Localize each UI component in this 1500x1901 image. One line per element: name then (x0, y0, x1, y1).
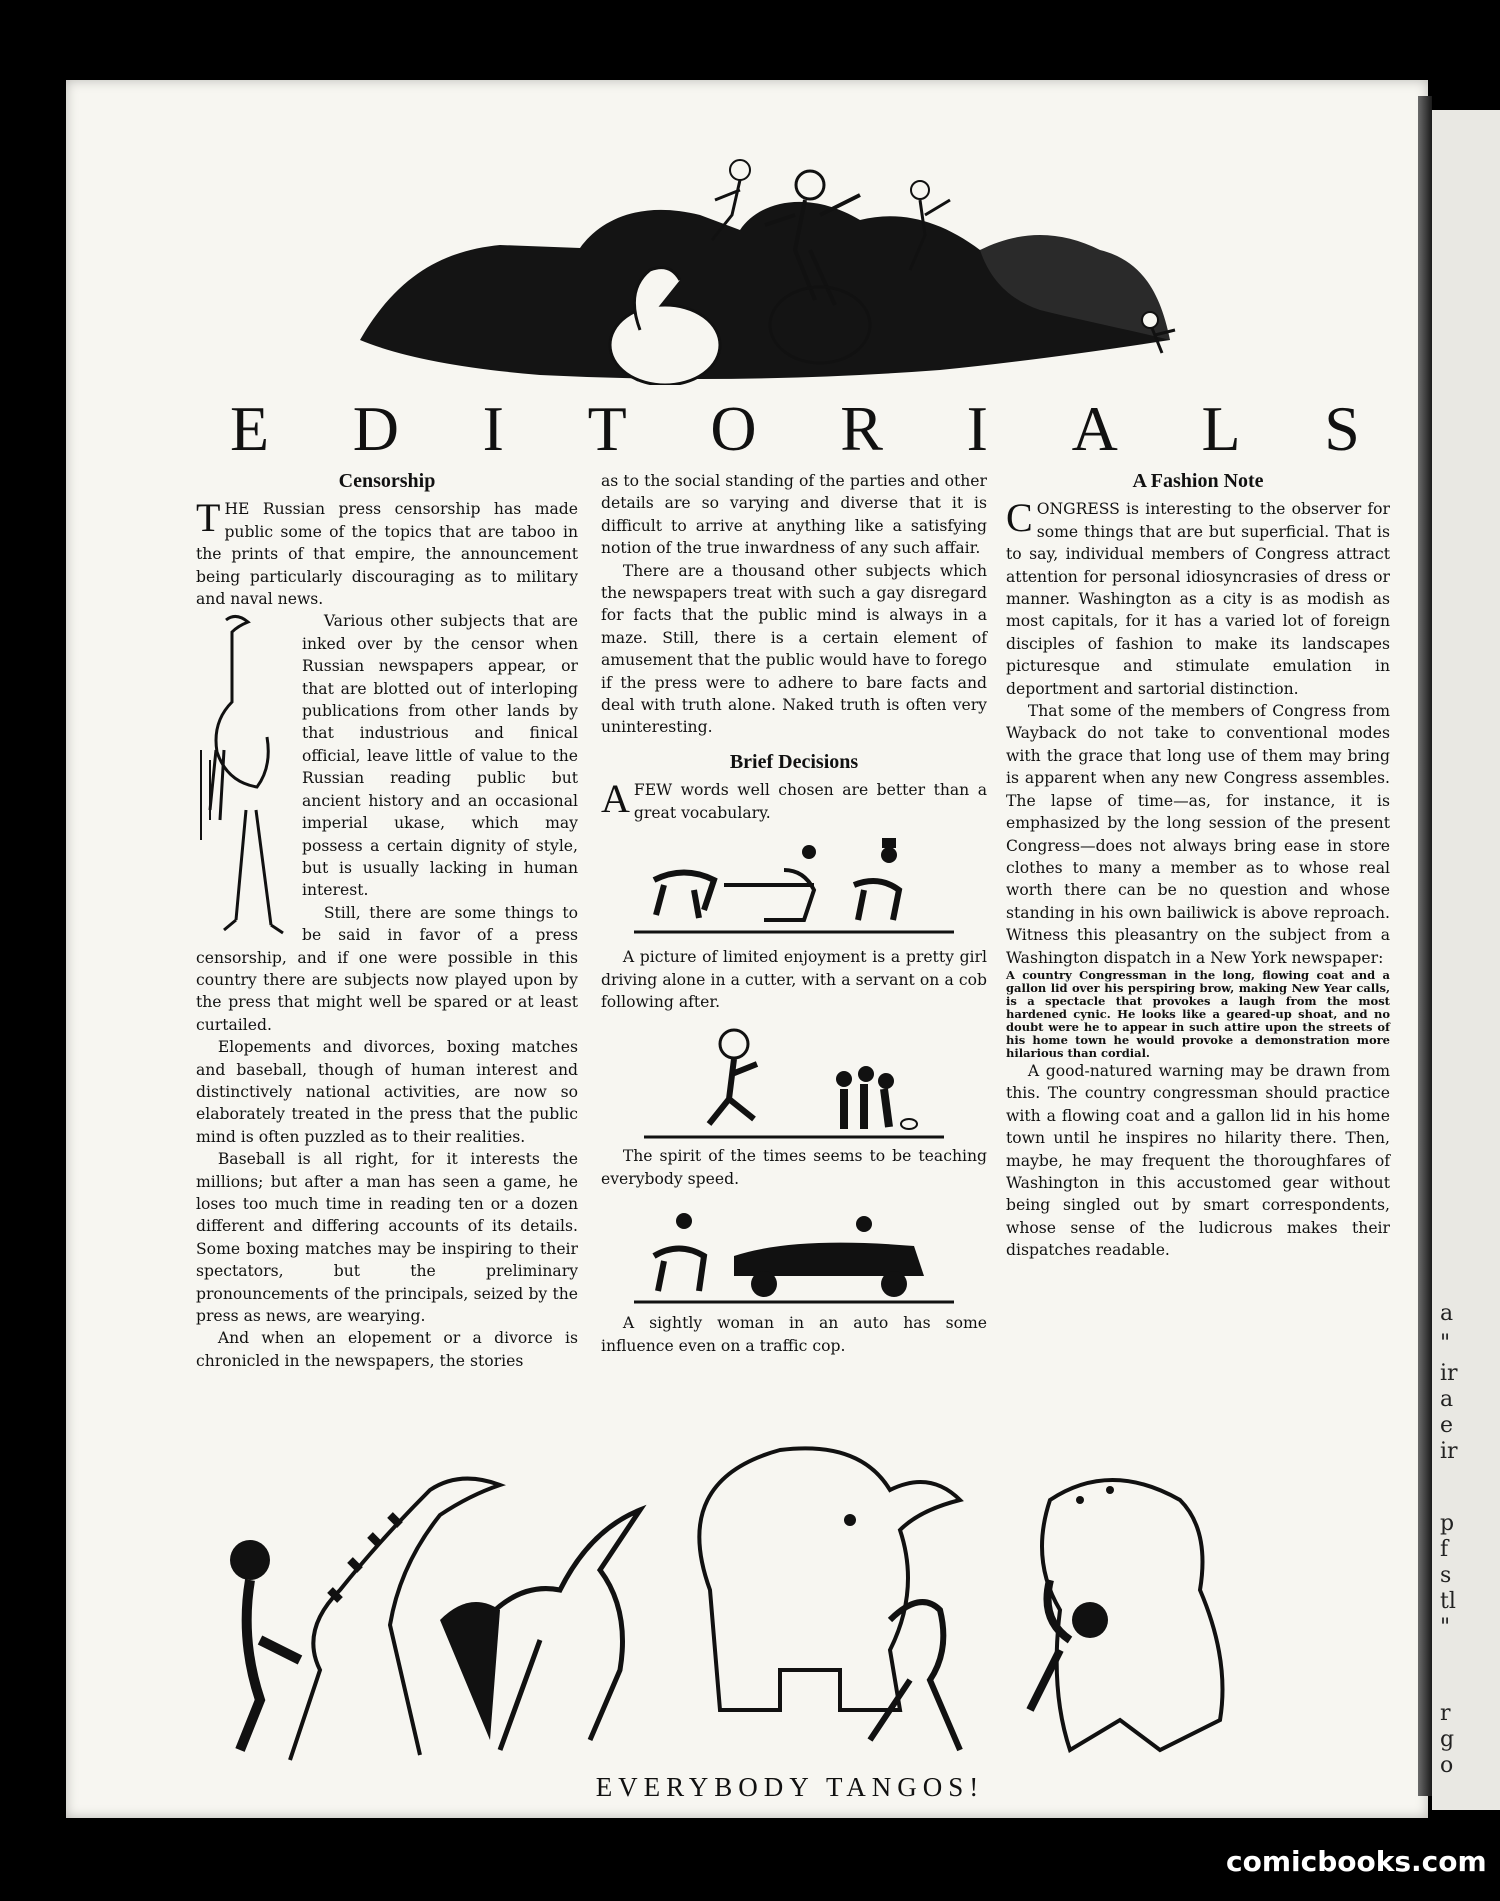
title-letter: E (230, 393, 270, 464)
next-page-edge (1432, 110, 1500, 1810)
next-page-fragment: g (1440, 1727, 1455, 1752)
page-gutter (1418, 96, 1432, 1796)
brief-decisions-heading: Brief Decisions (729, 750, 859, 773)
next-page-fragment: tl (1440, 1589, 1456, 1614)
next-page-fragment: p (1440, 1511, 1455, 1536)
next-page-fragment: s (1440, 1563, 1452, 1588)
fashion-paragraph-2: That some of the members of Congress from Wayback do not take to conventional modes with the grace that long use of them may bring is apparent when any new Congress assembles. The lapse of time—as, for instance, it is emphasized by the long session of the present Congress—does not always bring ease in store clothes to many a member as to whose real worth there can be no question and whose standing in his own bailiwick is above reproach. Witness this pleasantry on the subject from a Washington dispatch in a New York newspaper: (1006, 702, 1390, 967)
title-letter: I (482, 393, 504, 464)
middle-paragraph-2: There are a thousand other subjects which the newspapers treat with such a gay disregard for facts that the public mind is always in a maze. Still, there is a certain element of amusement that the public would have to forego if the press were to adhere to bare facts and deal with truth alone. Naked truth is often very uninteresting. (601, 561, 987, 737)
editorials-title (230, 392, 1360, 472)
censorship-paragraph-5: Baseball is all right, for it interests the millions; but after a man has seen a game, he loses too much time in reading ten or a dozen different and differing accounts of its details. Some boxing matches may be inspiring to their spectators, but the preliminary pronouncements of the principals, seized by the press as news, are wearying. (196, 1150, 578, 1326)
title-letter: R (840, 393, 883, 464)
next-page-fragment: o (1440, 1753, 1454, 1778)
banner-illustration (340, 120, 1390, 385)
censorship-column (196, 470, 578, 1372)
caption-speed: The spirit of the times seems to be teaching everybody speed. (601, 1147, 987, 1188)
fashion-heading: A Fashion Note (1132, 470, 1264, 492)
fashion-column (1006, 470, 1390, 1262)
sleigh-illustration (634, 830, 954, 940)
tango-animals-illustration (190, 1440, 1390, 1770)
footer-caption: EVERYBODY TANGOS! (595, 1772, 985, 1802)
middle-column (601, 470, 987, 1357)
watermark: comicbooks.com (1226, 1845, 1487, 1878)
next-page-fragment: r (1440, 1701, 1451, 1726)
fashion-paragraph-1: ONGRESS is interesting to the observer for some things that are but superficial. That is to say, individual members of Congress attract attention for personal idiosyncrasies of dress or manner. Washington as a city is as modish as most capitals, for it has a varied lot of foreign disciples of fashion to make its landscapes picturesque and stimulate emulation in deportment and sartorial distinction. (1006, 500, 1390, 698)
censorship-paragraph-3: Still, there are some things to be said in favor of a press censorship, and if one were possible in this country there are subjects now played upon by the press that might well be spared or at least curtailed. (196, 903, 578, 1034)
title-letter: S (1324, 393, 1360, 464)
next-page-fragment: " (1440, 1331, 1451, 1356)
auto-illustration (634, 1196, 954, 1306)
middle-paragraph-1: as to the social standing of the parties and other details are so varying and diverse that it is difficult to arrive at anything like a satisfying notion of the true inwardness of any such affair. (601, 472, 987, 558)
caption-auto: A sightly woman in an auto has some influence even on a traffic cop. (601, 1314, 987, 1355)
caption-sleigh: A picture of limited enjoyment is a pretty girl driving alone in a cutter, with a servant on a cob following after. (601, 948, 987, 1011)
censorship-paragraph-1: HE Russian press censorship has made public some of the topics that are taboo in the prints of that empire, the announcement being particularly discouraging as to military and naval news. (196, 500, 578, 609)
next-page-fragment: ir (1440, 1439, 1458, 1464)
next-page-fragment: " (1440, 1615, 1451, 1640)
ostrich-figure-illustration (196, 610, 294, 938)
censorship-paragraph-4: Elopements and divorces, boxing matches and baseball, though of human interest and distinctively national activities, are now so elaborately treated in the press that the public mind is often puzzled as to their realities. (196, 1038, 578, 1146)
brief-dropcap: A (601, 776, 630, 822)
title-letter: I (966, 393, 988, 464)
fashion-dropcap: C (1006, 495, 1033, 541)
censorship-paragraph-2: Various other subjects that are inked over by the censor when Russian newspapers appear, or that are blotted out of interloping publications from other lands by that industrious and finical official, leave little of value to the Russian reading public but ancient history and an occasional imperial ukase, which may possess a certain dignity of style, but is usually lacking in human interest. (302, 612, 578, 900)
censorship-dropcap: T (196, 495, 221, 541)
next-page-fragment: a (1440, 1301, 1454, 1326)
next-page-fragment: a (1440, 1387, 1454, 1412)
title-letter: O (710, 393, 757, 464)
next-page-fragment: ir (1440, 1361, 1458, 1386)
title-letter: A (1071, 393, 1118, 464)
fashion-paragraph-3: A good-natured warning may be drawn from this. The country congressman should practice with a flowing coat and a gallon lid in his home town until he inspires no hilarity there. Then, maybe, he may frequent the thoroughfares of Washington in this accustomed gear without being singled out by smart correspondents, whose sense of the ludicrous makes their dispatches readable. (1006, 1061, 1390, 1260)
censorship-paragraph-6: And when an elopement or a divorce is chronicled in the newspapers, the stories (196, 1329, 578, 1370)
title-letter: T (587, 393, 627, 464)
speed-illustration (644, 1019, 944, 1139)
title-letter: D (352, 393, 399, 464)
next-page-fragment: e (1440, 1413, 1454, 1438)
fashion-quote: A country Congressman in the long, flowing coat and a gallon lid over his perspiring brow, making New Year calls, is a spectacle that provokes a laugh from the most hardened cynic. He looks like a geared-up shoat, and no doubt were he to appear in such attire upon the streets of his home town he would provoke a demonstration more hilarious than cordial. (1006, 967, 1390, 1060)
brief-intro: FEW words well chosen are better than a great vocabulary. (633, 781, 987, 822)
next-page-fragment: f (1440, 1537, 1449, 1562)
title-letter: L (1201, 393, 1241, 464)
censorship-heading: Censorship (338, 470, 436, 492)
